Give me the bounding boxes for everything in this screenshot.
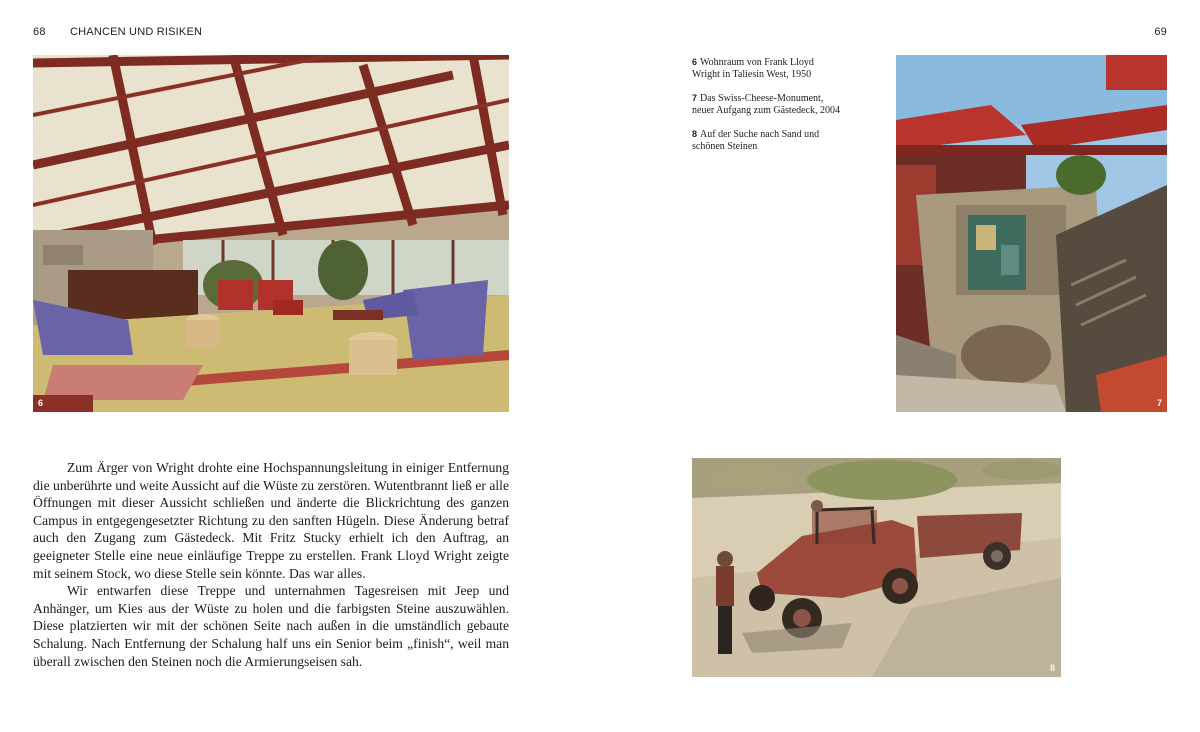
paragraph: Wir entwarfen diese Treppe und unternahmen Tagesreisen mit Jeep und Anhänger, um Kies aus der Wüste zu holen und die farbigsten Steine auszuwählen. Diese platzierten wir mit der schönen Seite nach außen in die umständlich gebaute Schalung. Nach Entfernung der Schalung half uns ein Senior beim „finish“, weil man überall zwischen den Steinen noch die Armierungseisen sah.: [33, 583, 509, 669]
caption-7: [692, 92, 842, 117]
photo-living-room: [33, 55, 509, 412]
photo-stone-monument: [896, 55, 1167, 412]
caption-text: Wohnraum von Frank Lloyd Wright in Taliesin West, 1950: [692, 57, 814, 80]
caption-text: Das Swiss-Cheese-Monument, neuer Aufgang zum Gästedeck, 2004: [692, 93, 841, 116]
figure-number: 6: [38, 398, 44, 408]
photo-stone-monument-icon: [896, 55, 1167, 412]
running-head: CHANCEN UND RISIKEN: [70, 26, 203, 38]
photo-living-room-icon: [33, 55, 509, 412]
caption-number: 7: [692, 93, 698, 103]
left-page-number: 68: [33, 26, 46, 38]
figure-number: 7: [1156, 398, 1162, 408]
body-text: [33, 459, 509, 670]
caption-number: 6: [692, 57, 698, 67]
photo-jeep-with-trailer: [692, 458, 1061, 677]
caption-6: [692, 56, 842, 81]
figure-number: 8: [1049, 663, 1055, 673]
caption-8: [692, 128, 842, 153]
paragraph: Zum Ärger von Wright drohte eine Hochspannungsleitung in einiger Entfernung die unberührte und weite Aussicht auf die Wüste zu zerstören. Wutentbrannt ließ er alle Öffnungen mit dieser Aussicht schließen und änderte die Blickrichtung des ganzen Campus in entgegengesetzter Richtung zu den sanften Hügeln. Diese Änderung betraf auch den Zugang zum Gästedeck. Mit Fritz Stucky erhielt ich den Auftrag, an geeigneter Stelle eine neue einläufige Treppe zu erstellen. Frank Lloyd Wright zeigte mit seinem Stock, wo diese Stelle sein könnte. Das war alles.: [33, 460, 509, 581]
photo-jeep-with-trailer-icon: [692, 458, 1061, 677]
caption-list: [692, 56, 842, 164]
caption-text: Auf der Suche nach Sand und schönen Steinen: [692, 129, 820, 152]
caption-number: 8: [692, 129, 698, 139]
right-page-number: 69: [1154, 26, 1167, 38]
